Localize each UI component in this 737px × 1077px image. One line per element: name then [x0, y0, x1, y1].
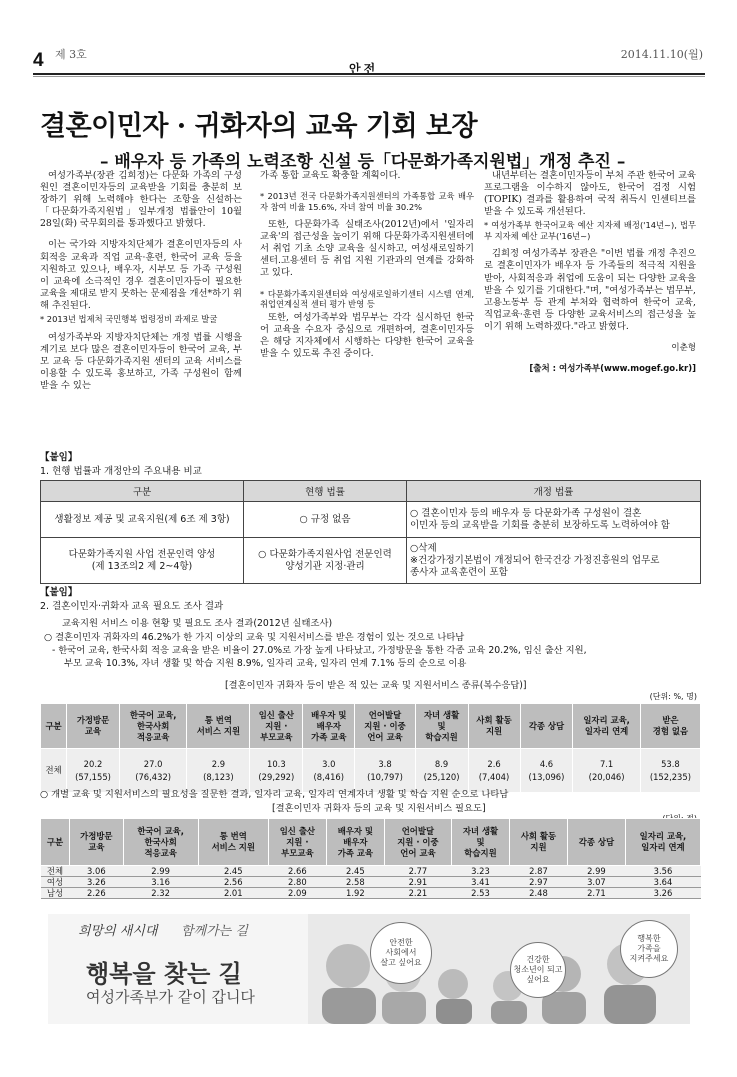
paragraph: 또한, 여성가족부와 법무부는 각각 실시하던 한국어 교육을 수요자 중심으로 개편하여, 결혼이민자등은 해당 지자체에서 시행하는 다양한 한국어 교육을 받을 수 있도록 추진 중이다.: [260, 311, 474, 359]
paragraph: 가족 통합 교육도 확충할 계획이다.: [260, 170, 401, 181]
table-cell: 2.32: [123, 888, 198, 899]
table-cell: 3.07: [567, 877, 625, 888]
column-header: 사회 활동 지원: [468, 704, 520, 749]
column-header: 한국어 교육, 한국사회 적응교육: [123, 819, 198, 866]
table-cell: 2.09: [268, 888, 326, 899]
column-header: 가정방문 교육: [70, 819, 124, 866]
table-cell: 2.71: [567, 888, 625, 899]
column-header: 가정방문 교육: [67, 704, 120, 749]
table-caption: [결혼이민자 귀화자 등이 받은 적 있는 교육 및 지원서비스 종류(복수응답)]: [225, 680, 527, 691]
column-header: 구분: [41, 481, 244, 502]
author-name: 이춘형: [671, 343, 696, 354]
table-row: [41, 866, 701, 877]
column-header: 임신 출산 지원 · 부모교육: [250, 704, 303, 749]
survey-finding: ○ 개별 교육 및 지원서비스의 필요성을 질문한 결과, 일자리 교육, 일자리 연계자녀 생활 및 학습 지원 순으로 나타남: [40, 789, 509, 800]
table-cell: 2.48: [509, 888, 567, 899]
article-column-3: [484, 170, 696, 384]
table-cell: 27.0 (76,432): [119, 749, 186, 793]
table-cell: 3.26: [625, 888, 700, 899]
table-cell: 2.9 (8,123): [187, 749, 250, 793]
footnote: * 여성가족부 한국어교육 예산 지자체 배정('14년~), 법무부 지자체 예산 교부('16년~): [484, 220, 696, 241]
table-cell: ○ 다문화가족지원사업 전문인력 양성기관 지정·관리: [244, 538, 407, 584]
paragraph: 이는 국가와 지방자치단체가 결혼이민자등의 사회적응 교육과 직업 교육·훈련, 한국어 교육 등을 지원하고 있으나, 배우자, 시부모 등 가족 구성원이 교육에 소극적인 경우 결혼이민자등이 필요한 교육을 제대로 받지 못하는 문제점을 개선*하기 위해 추진된다.: [40, 239, 242, 311]
column-header: 배우자 및 배우자 가족 교육: [326, 819, 384, 866]
table-cell: 2.80: [268, 877, 326, 888]
paragraph: 내년부터는 결혼이민자등이 부처 주관 한국어 교육프로그램을 이수하지 않아도, 한국어 검정 시험(TOPIK) 결과를 활용하여 국적 취득시 인센티브를 받을 수 있도록 개선된다.: [484, 170, 696, 218]
table-cell: 3.23: [452, 866, 510, 877]
column-header: 개정 법률: [407, 481, 701, 502]
table-cell: 2.21: [384, 888, 451, 899]
column-header: 일자리 교육, 일자리 연계: [573, 704, 640, 749]
paragraph: 김희정 여성가족부 장관은 "이번 법률 개정 추진으로 결혼이민자가 배우자 등 가족들의 적극적 지원을 받아, 사회적응과 취업에 도움이 되는 다양한 교육을 받을 수 있기를 기대한다."며, "여성가족부는 법무부, 고용노동부 등 관계 부처와 협력하여 한국어 교육, 직업교육·훈련 등 다양한 교육서비스의 접근성을 높이기 위해 노력하겠다."라고 밝혔다.: [484, 248, 696, 332]
table-cell: 2.77: [384, 866, 451, 877]
row-label: 전체: [41, 866, 70, 877]
column-header: 자녀 생활 및 학습지원: [415, 704, 468, 749]
table-cell: 2.99: [567, 866, 625, 877]
header-rule: [33, 73, 705, 75]
article-column-2: [260, 170, 474, 369]
article-title: 결혼이민자 · 귀화자의 교육 기회 보장: [40, 111, 478, 142]
banner-subtitle: 여성가족부가 같이 갑니다: [86, 988, 255, 1006]
speech-bubble: 건강한 청소년이 되고 싶어요: [510, 942, 566, 998]
speech-bubble: 안전한 사회에서 살고 싶어요: [370, 922, 432, 984]
table-unit: (단위: %, 명): [649, 692, 697, 701]
table-caption: [결혼이민자 귀화자 등의 교육 및 지원서비스 필요도]: [272, 803, 486, 814]
paragraph: 여성가족부와 지방자치단체는 개정 법률 시행을 계기로 보다 많은 결혼이민자등이 한국어 교육, 부모 교육 등 다문화가족지원 센터의 교육 서비스를 이용할 수 있도록 홍보하고, 가족 구성원이 함께 받을 수 있는: [40, 331, 242, 391]
table-cell: 2.97: [509, 877, 567, 888]
page-number: 4: [33, 50, 44, 71]
column-header: 구분: [41, 704, 67, 749]
column-header: 자녀 생활 및 학습지원: [452, 819, 510, 866]
table-cell: ○ 결혼이민자 등의 배우자 등 다문화가족 구성원이 결혼 이민자 등의 교육받을 기회를 충분히 보장하도록 노력하여야 함: [407, 502, 701, 538]
table-cell: 53.8 (152,235): [640, 749, 700, 793]
column-header: 한국어 교육, 한국사회 적응교육: [119, 704, 186, 749]
paragraph: 또한, 다문화가족 실태조사(2012년)에서 '일자리 교육'의 접근성을 높이기 위해 다문화가족지원센터에서 취업 기초 소양 교육을 실시하고, 여성새로일하기센터.고용센터 등 취업 지원 기관과의 연계를 강화하고 있다.: [260, 219, 474, 279]
table-row: [41, 538, 701, 584]
column-header: 일자리 교육, 일자리 연계: [625, 819, 700, 866]
page-header: [33, 46, 705, 76]
speech-bubble: 행복한 가족을 지켜주세요: [620, 920, 678, 978]
table-cell: 2.66: [268, 866, 326, 877]
appendix-heading: 1. 현행 법률과 개정안의 주요내용 비교: [40, 466, 202, 477]
table-cell: 2.56: [198, 877, 268, 888]
table-row: [41, 888, 701, 899]
table-header-row: [41, 704, 701, 749]
appendix-heading: 2. 결혼이민자·귀화자 교육 필요도 조사 결과: [40, 601, 224, 612]
services-received-table: [40, 703, 701, 793]
table-cell: 3.0 (8,416): [303, 749, 355, 793]
column-header: 구분: [41, 819, 70, 866]
table-cell: 2.45: [326, 866, 384, 877]
footnote: * 2013년 전국 다문화가족지원센터의 가족통합 교육 배우자 참여 비율 15.6%, 자녀 참여 비율 30.2%: [260, 191, 474, 212]
appendix-label: 【붙임】: [40, 587, 78, 598]
footnote: * 다문화가족지원센터와 여성새로일하기센터 시스템 연계, 취업연계실적 센터 평가 반영 등: [260, 288, 474, 310]
table-cell: 3.06: [70, 866, 124, 877]
table-cell: 2.6 (7,404): [468, 749, 520, 793]
table-cell: 4.6 (13,096): [520, 749, 573, 793]
appendix-label: 【붙임】: [40, 452, 78, 463]
table-cell: 8.9 (25,120): [415, 749, 468, 793]
survey-detail: - 한국어 교육, 한국사회 적응 교육을 받은 비율이 27.0%로 가장 높게 나타났고, 가정방문을 통한 각종 교육 20.2%, 임신 출산 지원,: [52, 645, 587, 656]
service-need-table: [40, 818, 701, 899]
table-cell: 생활정보 제공 및 교육지원(제 6조 제 3항): [41, 502, 244, 538]
table-cell: ○삭제 ※건강가정기본법이 개정되어 한국건강 가정진흥원의 업무로 종사자 교육훈련이 포함: [407, 538, 701, 584]
article-column-1: [40, 170, 242, 401]
survey-intro: 교육지원 서비스 이용 현황 및 필요도 조사 결과(2012년 실태조사): [62, 618, 333, 629]
column-header: 배우자 및 배우자 가족 교육: [303, 704, 355, 749]
column-header: 언어발달 지원 · 이중 언어 교육: [355, 704, 415, 749]
header-rule-thin: [33, 76, 705, 77]
table-cell: 10.3 (29,292): [250, 749, 303, 793]
article-subtitle: – 배우자 등 가족의 노력조항 신설 등「다문화가족지원법」개정 추진 –: [100, 152, 626, 172]
row-label: 남성: [41, 888, 70, 899]
table-cell: 7.1 (20,046): [573, 749, 640, 793]
paragraph: 여성가족부(장관 김희정)는 다문화 가족의 구성원인 결혼이민자등의 교육받을 기회를 충분히 보장하기 위해 노력해야 한다는 조항을 신설하는「다문화가족지원법」일부개정 법률안이 10월 28일(화) 국무회의를 통과했다고 밝혔다.: [40, 170, 242, 230]
table-header-row: [41, 481, 701, 502]
column-header: 통 번역 서비스 지원: [187, 704, 250, 749]
source-credit: [출처 : 여성가족부(www.mogef.go.kr)]: [529, 364, 696, 375]
table-cell: 2.45: [198, 866, 268, 877]
table-cell: 2.01: [198, 888, 268, 899]
banner-slogan: 함께가는 길: [181, 924, 248, 939]
issue-date: 2014.11.10(월): [620, 48, 703, 61]
table-cell: 3.64: [625, 877, 700, 888]
banner-slogan: 희망의 새시대: [78, 924, 158, 939]
table-cell: 2.91: [384, 877, 451, 888]
table-cell: 3.8 (10,797): [355, 749, 415, 793]
table-cell: 2.26: [70, 888, 124, 899]
survey-finding: ○ 결혼이민자 귀화자의 46.2%가 한 가지 이상의 교육 및 지원서비스를 받은 경험이 있는 것으로 나타남: [44, 632, 465, 643]
column-header: 통 번역 서비스 지원: [198, 819, 268, 866]
table-cell: ○ 규정 없음: [244, 502, 407, 538]
column-header: 받은 경험 없음: [640, 704, 700, 749]
law-comparison-table: [40, 480, 701, 584]
table-row: [41, 502, 701, 538]
column-header: 각종 상담: [567, 819, 625, 866]
column-header: 언어발달 지원 · 이중 언어 교육: [384, 819, 451, 866]
promo-banner: [48, 914, 690, 1024]
column-header: 각종 상담: [520, 704, 573, 749]
footnote: * 2013년 법제처 국민행복 법령정비 과제로 발굴: [40, 314, 218, 325]
table-cell: 2.87: [509, 866, 567, 877]
table-cell: 20.2 (57,155): [67, 749, 120, 793]
column-header: 사회 활동 지원: [509, 819, 567, 866]
table-row: [41, 877, 701, 888]
column-header: 임신 출산 지원 · 부모교육: [268, 819, 326, 866]
table-cell: 3.26: [70, 877, 124, 888]
table-cell: 2.58: [326, 877, 384, 888]
banner-title: 행복을 찾는 길: [86, 960, 242, 988]
table-cell: 3.56: [625, 866, 700, 877]
section-title: 안전: [349, 62, 379, 76]
table-cell: 2.99: [123, 866, 198, 877]
table-cell: 1.92: [326, 888, 384, 899]
table-header-row: [41, 819, 701, 866]
column-header: 현행 법률: [244, 481, 407, 502]
row-label: 여성: [41, 877, 70, 888]
issue-number: 제 3호: [55, 48, 87, 61]
table-cell: 다문화가족지원 사업 전문인력 양성 (제 13조의2 제 2~4항): [41, 538, 244, 584]
row-label: 전체: [41, 749, 67, 793]
survey-detail: 부모 교육 10.3%, 자녀 생활 및 학습 지원 8.9%, 일자리 교육, 일자리 연계 7.1% 등의 순으로 이용: [64, 658, 467, 669]
table-cell: 3.41: [452, 877, 510, 888]
table-cell: 2.53: [452, 888, 510, 899]
table-cell: 3.16: [123, 877, 198, 888]
